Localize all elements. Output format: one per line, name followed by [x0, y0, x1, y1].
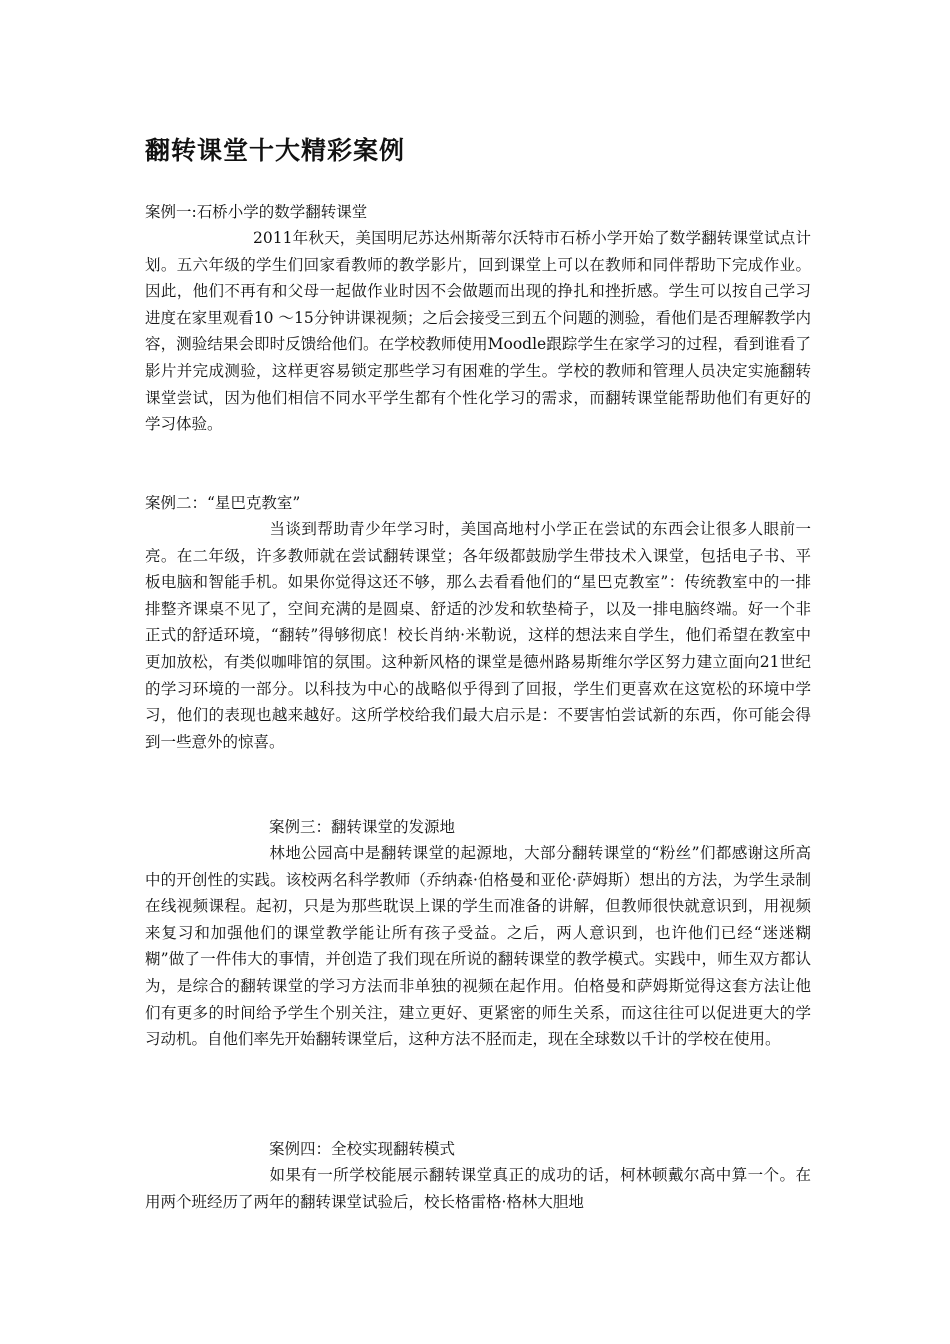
case-heading: 案例二：“星巴克教室”: [145, 494, 301, 512]
case-body-text: 2011年秋天，美国明尼苏达州斯蒂尔沃特市石桥小学开始了数学翻转课堂试点计划。五六年级的学生们回家看教师的教学影片，回到课堂上可以在教师和同伴帮助下完成作业。因此，他们不再有和父母一起做作业时因不会做题而出现的挣扎和挫折感。学生可以按自己学习进度在家里观看10 ～15分钟讲课视频；之后会接受三到五个问题的测验，看他们是否理解教学内容，测验结果会即时反馈给他们。在学校教师使用Moodle跟踪学生在家学习的过程，看到谁看了影片并完成测验，这样更容易锁定那些学习有困难的学生。学校的教师和管理人员决定实施翻转课堂尝试，因为他们相信不同水平学生都有个性化学习的需求，而翻转课堂能帮助他们有更好的学习体验。: [145, 229, 811, 434]
case-section-2: [145, 490, 811, 755]
case-heading: 案例四：全校实现翻转模式: [269, 1140, 456, 1158]
document-title: 翻转课堂十大精彩案例: [145, 136, 406, 165]
case-section-3: [145, 814, 811, 1053]
case-heading: 案例三：翻转课堂的发源地: [269, 818, 456, 836]
case-body: [145, 516, 811, 755]
case-body: [145, 225, 811, 438]
case-body: [145, 840, 811, 1053]
case-body-text: 当谈到帮助青少年学习时，美国高地村小学正在尝试的东西会让很多人眼前一亮。在二年级，许多教师就在尝试翻转课堂；各年级都鼓励学生带技术入课堂，包括电子书、平板电脑和智能手机。如果你觉得这还不够，那么去看看他们的“星巴克教室”：传统教室中的一排排整齐课桌不见了，空间充满的是圆桌、舒适的沙发和软垫椅子，以及一排电脑终端。好一个非正式的舒适环境，“翻转”得够彻底！校长肖纳·米勒说，这样的想法来自学生，他们希望在教室中更加放松，有类似咖啡馆的氛围。这种新风格的课堂是德州路易斯维尔学区努力建立面向21世纪的学习环境的一部分。以科技为中心的战略似乎得到了回报，学生们更喜欢在这宽松的环境中学习，他们的表现也越来越好。这所学校给我们最大启示是：不要害怕尝试新的东西，你可能会得到一些意外的惊喜。: [145, 520, 811, 751]
case-body-text: 林地公园高中是翻转课堂的起源地，大部分翻转课堂的“粉丝”们都感谢这所高中的开创性的实践。该校两名科学教师（乔纳森·伯格曼和亚伦·萨姆斯）想出的方法，为学生录制在线视频课程。起初，只是为那些耽误上课的学生而准备的讲解，但教师很快就意识到，用视频来复习和加强他们的课堂教学能让所有孩子受益。之后，两人意识到，也许他们已经“迷迷糊糊”做了一件伟大的事情，并创造了我们现在所说的翻转课堂的教学模式。实践中，师生双方都认为，是综合的翻转课堂的学习方法而非单独的视频在起作用。伯格曼和萨姆斯觉得这套方法让他们有更多的时间给予学生个别关注，建立更好、更紧密的师生关系，而这往往可以促进更大的学习动机。自他们率先开始翻转课堂后，这种方法不胫而走，现在全球数以千计的学校在使用。: [145, 844, 811, 1049]
case-heading: 案例一:石桥小学的数学翻转课堂: [145, 203, 368, 221]
case-body: [145, 1162, 811, 1215]
case-section-1: [145, 199, 811, 438]
case-body-text: 如果有一所学校能展示翻转课堂真正的成功的话，柯林顿戴尔高中算一个。在用两个班经历了两年的翻转课堂试验后，校长格雷格·格林大胆地: [145, 1166, 811, 1211]
case-section-4: [145, 1136, 811, 1215]
